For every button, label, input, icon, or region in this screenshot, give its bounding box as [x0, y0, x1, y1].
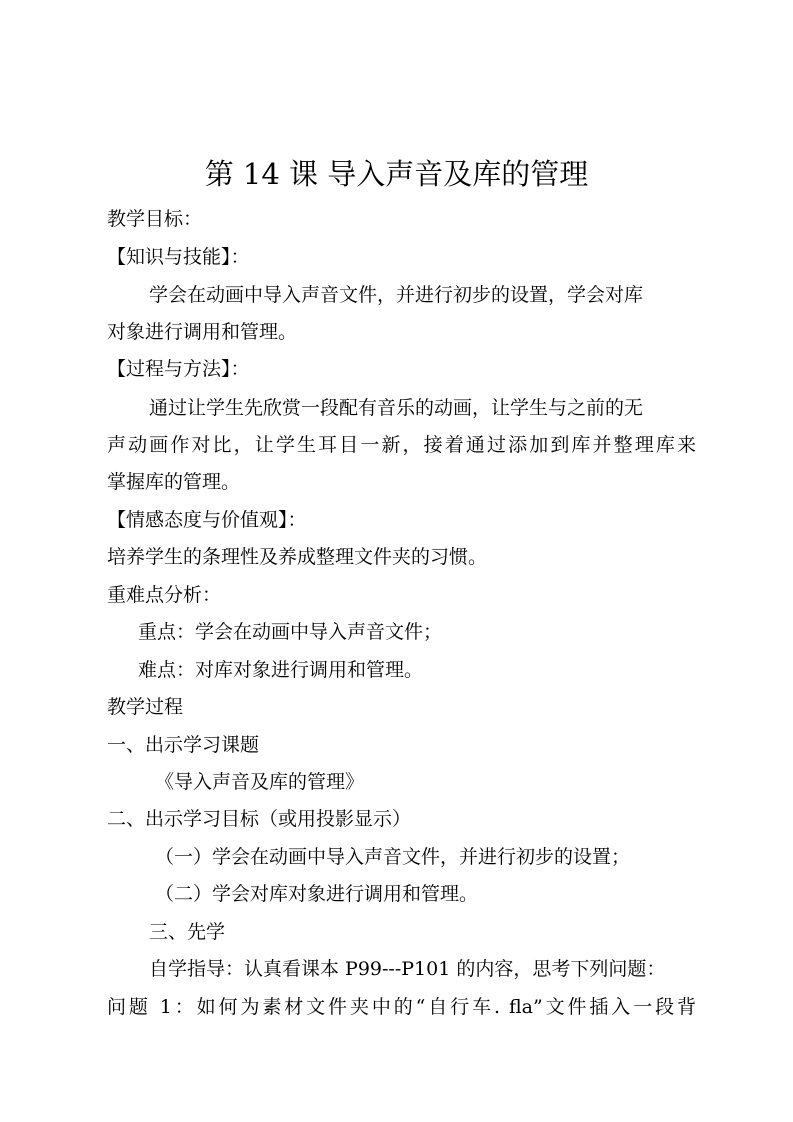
- goal-item-2: （二）学会对库对象进行调用和管理。: [155, 883, 479, 905]
- paragraph-line: 通过让学生先欣赏一段配有音乐的动画，让学生与之前的无: [149, 397, 644, 419]
- section-heading-teaching-goals: 教学目标：: [107, 208, 203, 230]
- section-heading-key-difficult-points: 重难点分析：: [107, 584, 222, 606]
- key-point-line: 重点：学会在动画中导入声音文件；: [138, 621, 443, 643]
- lesson-topic-line: 《导入声音及库的管理》: [155, 771, 365, 793]
- lesson-title: 第 14 课 导入声音及库的管理: [204, 157, 589, 191]
- subheading-knowledge-skills: 【知识与技能】：: [107, 246, 250, 268]
- paragraph-line: 声动画作对比，让学生耳目一新，接着通过添加到库并整理库来: [107, 434, 696, 456]
- paragraph-line: 对象进行调用和管理。: [107, 321, 298, 343]
- paragraph-line: 学会在动画中导入声音文件，并进行初步的设置，学会对库: [149, 284, 644, 306]
- paragraph-line: 掌握库的管理。: [107, 471, 241, 493]
- step-heading-2: 二、出示学习目标（或用投影显示）: [107, 808, 412, 830]
- step-heading-3: 三、先学: [149, 921, 226, 943]
- subheading-attitudes-values: 【情感态度与价值观】：: [107, 509, 307, 531]
- subheading-process-methods: 【过程与方法】：: [107, 358, 250, 380]
- section-heading-teaching-process: 教学过程: [107, 696, 184, 718]
- difficult-point-line: 难点：对库对象进行调用和管理。: [138, 659, 424, 681]
- paragraph-line: 培养学生的条理性及养成整理文件夹的习惯。: [107, 546, 488, 568]
- goal-item-1: （一）学会在动画中导入声音文件，并进行初步的设置；: [155, 846, 631, 868]
- step-heading-1: 一、出示学习课题: [107, 734, 260, 756]
- question-1-line: 问题 1：如何为素材文件夹中的“自行车. fla”文件插入一段背: [107, 996, 696, 1018]
- self-study-guide-line: 自学指导：认真看课本 P99---P101 的内容，思考下列问题：: [149, 958, 666, 980]
